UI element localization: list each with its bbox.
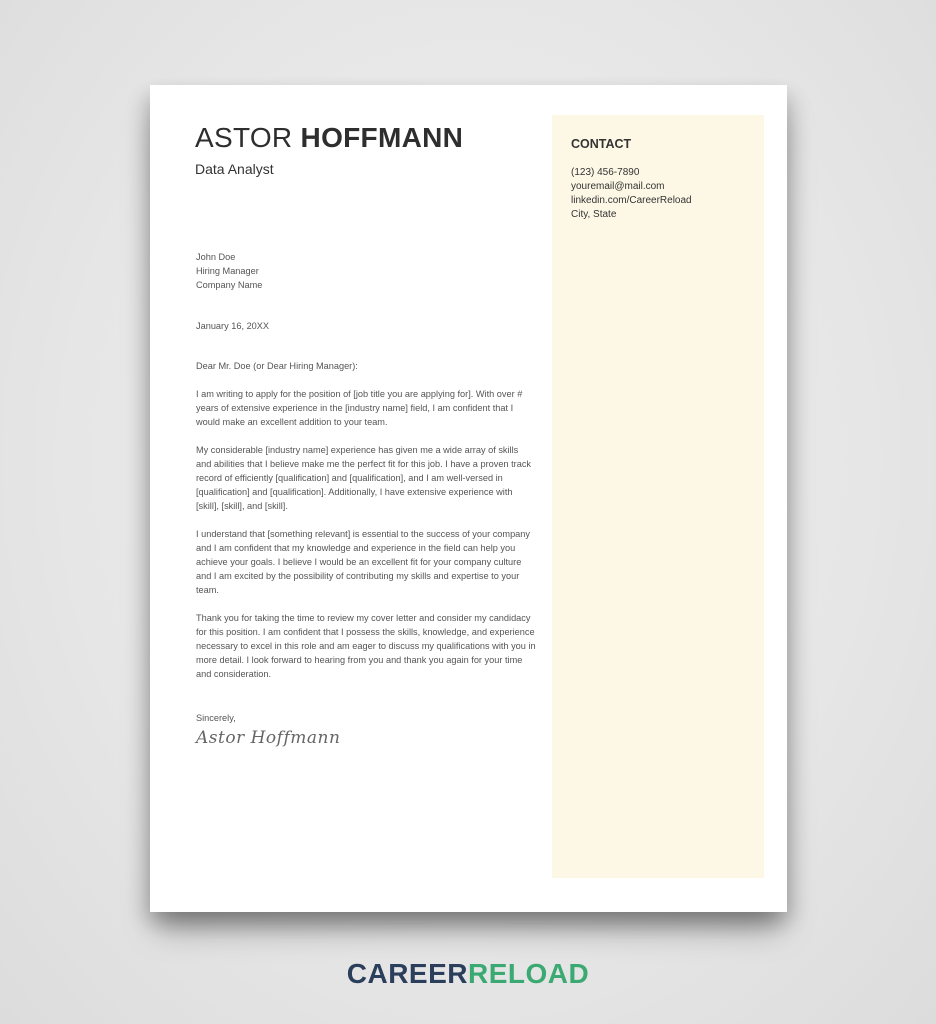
contact-phone: (123) 456-7890 <box>571 167 640 178</box>
recipient-company: Company Name <box>196 280 263 290</box>
contact-heading: CONTACT <box>571 137 632 151</box>
careerreload-logo <box>0 958 936 990</box>
contact-linkedin: linkedin.com/CareerReload <box>571 195 692 206</box>
paragraph-1: I am writing to apply for the position of [job title you are applying for]. With over # years of extensive experience in the [industry name] field, I am confident that I would make an excellent addition to your team. <box>196 389 523 427</box>
logo-part-career: CAREER <box>346 958 468 989</box>
paragraph-3: I understand that [something relevant] is essential to the success of your company and I am confident that my knowledge and experience in the field can help you achieve your goals. I believe I would be an excellent fit for your company culture and I am excited by the possibility of contributing my skills and expertise to your team. <box>196 529 530 595</box>
first-name: ASTOR <box>195 122 293 153</box>
letter-body <box>196 250 536 759</box>
contact-sidebar <box>552 115 764 878</box>
job-title: Data Analyst <box>195 161 274 177</box>
applicant-name <box>195 122 463 154</box>
recipient-name: John Doe <box>196 252 236 262</box>
closing: Sincerely, <box>196 713 236 723</box>
recipient-block <box>196 250 536 292</box>
contact-list <box>571 166 692 222</box>
cover-letter-page <box>150 85 787 912</box>
signature: Astor Hoffmann <box>196 728 341 748</box>
logo-part-reload: RELOAD <box>468 958 590 989</box>
contact-location: City, State <box>571 209 617 220</box>
last-name: HOFFMANN <box>300 122 464 153</box>
paragraph-2: My considerable [industry name] experience has given me a wide array of skills and abilities that I believe make me the perfect fit for this job. I have a proven track record of efficiently [qualification] and [qualification], and I am well-versed in [qualification] and [qualification]. Additionally, I have extensive experience with [skill], [skill], and [skill]. <box>196 445 532 511</box>
paragraph-4: Thank you for taking the time to review my cover letter and consider my candidacy for this position. I am confident that I possess the skills, knowledge, and experience necessary to excel in this role and am eager to discuss my qualifications with you in more detail. I look forward to hearing from you and thank you again for your time and consideration. <box>196 613 536 679</box>
salutation: Dear Mr. Doe (or Dear Hiring Manager): <box>196 361 358 371</box>
letter-date: January 16, 20XX <box>196 321 270 331</box>
contact-email: youremail@mail.com <box>571 181 665 192</box>
recipient-title: Hiring Manager <box>196 266 259 276</box>
